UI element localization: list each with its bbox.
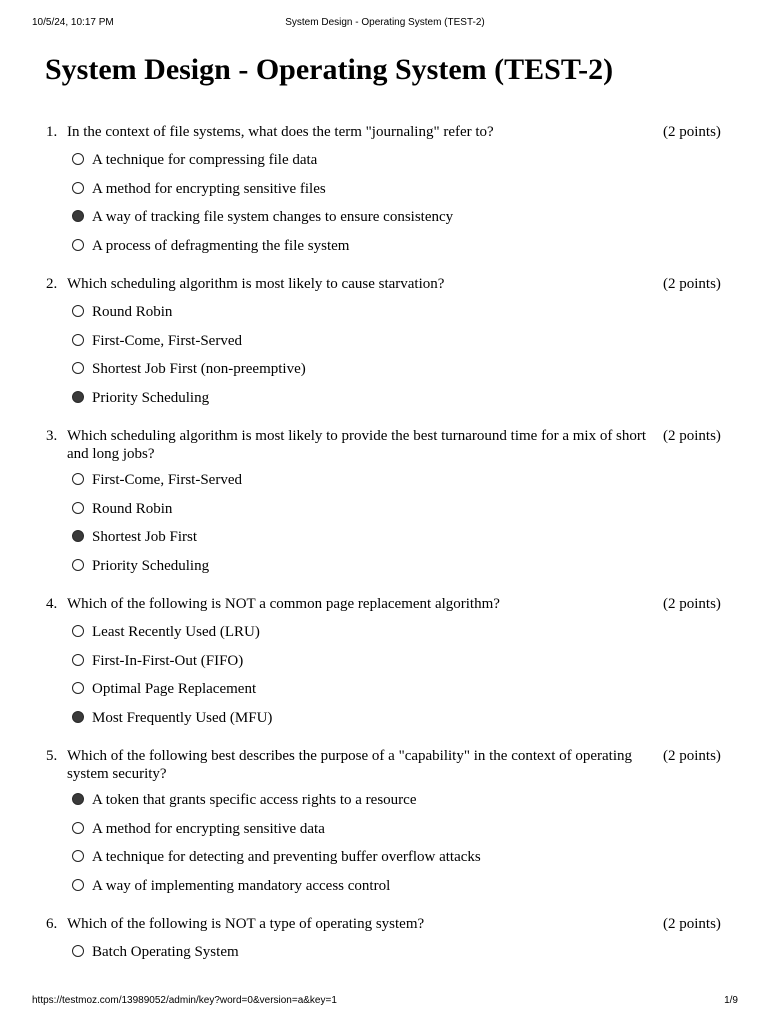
answer-option-label: Optimal Page Replacement xyxy=(92,681,257,697)
answer-option-label: A way of tracking file system changes to ensure consistency xyxy=(92,209,454,225)
answer-option-label: Shortest Job First xyxy=(92,529,198,545)
question-3 xyxy=(0,428,768,586)
question-text: Which scheduling algorithm is most likely to cause starvation? xyxy=(67,276,445,292)
answer-option[interactable] xyxy=(0,209,768,238)
answer-option[interactable] xyxy=(0,390,768,419)
answer-option[interactable] xyxy=(0,238,768,267)
answer-option[interactable] xyxy=(0,681,768,710)
answer-option[interactable] xyxy=(0,944,768,973)
radio-empty-icon[interactable] xyxy=(72,239,84,251)
answer-option[interactable] xyxy=(0,624,768,653)
question-4 xyxy=(0,596,768,738)
radio-empty-icon[interactable] xyxy=(72,334,84,346)
radio-empty-icon[interactable] xyxy=(72,559,84,571)
radio-selected-icon[interactable] xyxy=(72,530,84,542)
radio-empty-icon[interactable] xyxy=(72,850,84,862)
answer-option[interactable] xyxy=(0,472,768,501)
answer-option[interactable] xyxy=(0,849,768,878)
question-header xyxy=(0,748,768,783)
question-points: (2 points) xyxy=(663,124,721,140)
question-number: 2. xyxy=(46,276,58,292)
radio-selected-icon[interactable] xyxy=(72,210,84,222)
question-header xyxy=(0,428,768,463)
answer-option[interactable] xyxy=(0,333,768,362)
print-header-title: System Design - Operating System (TEST-2) xyxy=(285,17,485,28)
answer-option-label: Round Robin xyxy=(92,304,173,320)
question-points: (2 points) xyxy=(663,916,721,932)
radio-empty-icon[interactable] xyxy=(72,473,84,485)
answer-option-label: A technique for detecting and preventing buffer overflow attacks xyxy=(92,849,481,865)
print-datetime: 10/5/24, 10:17 PM xyxy=(32,17,114,28)
answer-option[interactable] xyxy=(0,821,768,850)
print-footer xyxy=(32,995,738,1009)
question-points: (2 points) xyxy=(663,428,721,444)
answer-options xyxy=(0,944,768,973)
question-header xyxy=(0,596,768,615)
answer-option-label: Priority Scheduling xyxy=(92,557,210,574)
answer-option[interactable] xyxy=(0,710,768,739)
answer-option[interactable] xyxy=(0,792,768,821)
answer-option[interactable] xyxy=(0,152,768,181)
answer-option-label: A process of defragmenting the file system xyxy=(92,237,350,254)
answer-option[interactable] xyxy=(0,501,768,530)
question-text: Which of the following best describes the purpose of a "capability" in the context of operating system security? xyxy=(67,748,632,782)
answer-option-label: A method for encrypting sensitive files xyxy=(92,180,326,197)
radio-empty-icon[interactable] xyxy=(72,362,84,374)
answer-options xyxy=(0,624,768,738)
question-list xyxy=(0,124,768,983)
radio-empty-icon[interactable] xyxy=(72,305,84,317)
print-url: https://testmoz.com/13989052/admin/key?word=0&version=a&key=1 xyxy=(32,995,337,1006)
answer-option-label: Least Recently Used (LRU) xyxy=(92,624,260,640)
answer-options xyxy=(0,152,768,266)
answer-option-label: Round Robin xyxy=(92,500,173,517)
question-number: 3. xyxy=(46,428,58,444)
question-1 xyxy=(0,124,768,266)
answer-option[interactable] xyxy=(0,181,768,210)
answer-option-label: Shortest Job First (non-preemptive) xyxy=(92,361,306,377)
question-number: 4. xyxy=(46,596,58,612)
radio-empty-icon[interactable] xyxy=(72,822,84,834)
radio-empty-icon[interactable] xyxy=(72,153,84,165)
question-points: (2 points) xyxy=(663,596,721,612)
answer-option-label: First-In-First-Out (FIFO) xyxy=(92,652,244,669)
answer-option[interactable] xyxy=(0,361,768,390)
radio-empty-icon[interactable] xyxy=(72,182,84,194)
question-header xyxy=(0,124,768,143)
radio-empty-icon[interactable] xyxy=(72,945,84,957)
question-number: 6. xyxy=(46,916,58,932)
answer-option[interactable] xyxy=(0,558,768,587)
answer-option[interactable] xyxy=(0,653,768,682)
question-points: (2 points) xyxy=(663,748,721,764)
question-text: In the context of file systems, what does the term "journaling" refer to? xyxy=(67,124,494,140)
radio-empty-icon[interactable] xyxy=(72,682,84,694)
question-header xyxy=(0,276,768,295)
question-header xyxy=(0,916,768,935)
question-text: Which scheduling algorithm is most likely to provide the best turnaround time for a mix of short and long jobs? xyxy=(67,428,647,462)
answer-option-label: Most Frequently Used (MFU) xyxy=(92,709,273,726)
radio-selected-icon[interactable] xyxy=(72,711,84,723)
radio-selected-icon[interactable] xyxy=(72,391,84,403)
print-header xyxy=(32,17,738,31)
answer-options xyxy=(0,792,768,906)
radio-selected-icon[interactable] xyxy=(72,793,84,805)
answer-option[interactable] xyxy=(0,878,768,907)
question-number: 5. xyxy=(46,748,58,764)
radio-empty-icon[interactable] xyxy=(72,654,84,666)
question-text: Which of the following is NOT a type of operating system? xyxy=(67,916,425,932)
question-number: 1. xyxy=(46,124,58,140)
question-5 xyxy=(0,748,768,906)
answer-option[interactable] xyxy=(0,304,768,333)
radio-empty-icon[interactable] xyxy=(72,879,84,891)
answer-option-label: Batch Operating System xyxy=(92,944,239,960)
question-2 xyxy=(0,276,768,418)
question-text: Which of the following is NOT a common page replacement algorithm? xyxy=(67,596,500,612)
answer-option-label: A method for encrypting sensitive data xyxy=(92,820,325,837)
answer-option-label: A token that grants specific access rights to a resource xyxy=(92,792,417,808)
answer-option-label: Priority Scheduling xyxy=(92,389,210,406)
question-6 xyxy=(0,916,768,973)
page-title: System Design - Operating System (TEST-2) xyxy=(45,53,614,86)
answer-option[interactable] xyxy=(0,529,768,558)
radio-empty-icon[interactable] xyxy=(72,625,84,637)
answer-options xyxy=(0,472,768,586)
radio-empty-icon[interactable] xyxy=(72,502,84,514)
answer-option-label: A way of implementing mandatory access control xyxy=(92,877,391,894)
question-points: (2 points) xyxy=(663,276,721,292)
answer-option-label: First-Come, First-Served xyxy=(92,472,242,488)
answer-option-label: A technique for compressing file data xyxy=(92,152,318,168)
answer-options xyxy=(0,304,768,418)
answer-option-label: First-Come, First-Served xyxy=(92,332,242,349)
page-number: 1/9 xyxy=(724,995,738,1006)
